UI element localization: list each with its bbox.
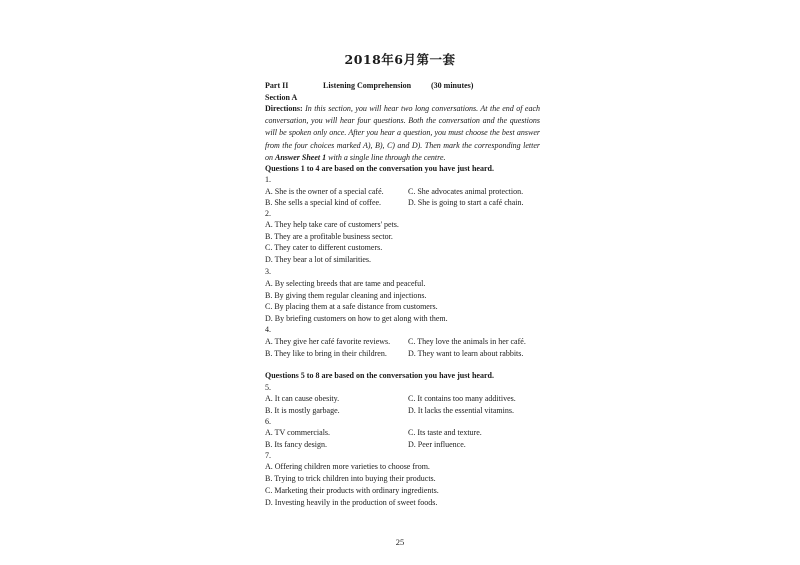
q1-option-a: A. She is the owner of a special café. (265, 187, 384, 196)
q3-option-a: A. By selecting breeds that are tame and peaceful. (265, 279, 426, 288)
q5-option-a: A. It can cause obesity. (265, 394, 340, 403)
q4-option-a: A. They give her café favorite reviews. (265, 337, 391, 346)
q4-option-d: D. They want to learn about rabbits. (408, 349, 524, 358)
q1-option-d: D. She is going to start a café chain. (408, 198, 524, 207)
q2-number: 2. (265, 209, 271, 218)
group1-heading: Questions 1 to 4 are based on the conversation you have just heard. (265, 164, 494, 173)
q7-option-d: D. Investing heavily in the production of sweet foods. (265, 498, 438, 507)
q4-option-b: B. They like to bring in their children. (265, 349, 387, 358)
q3-option-c: C. By placing them at a safe distance from customers. (265, 302, 438, 311)
answer-sheet-label: Answer Sheet 1 (275, 152, 327, 162)
page-title: 2018年6月第一套 (344, 52, 456, 67)
q7-option-c: C. Marketing their products with ordinary ingredients. (265, 486, 439, 495)
q7-number: 7. (265, 451, 271, 460)
q5-option-c: C. It contains too many additives. (408, 394, 516, 403)
part-time: (30 minutes) (431, 81, 474, 90)
q5-option-d: D. It lacks the essential vitamins. (408, 406, 514, 415)
group2-heading: Questions 5 to 8 are based on the conversation you have just heard. (265, 371, 494, 380)
directions-lead: Directions: (265, 104, 303, 113)
q6-option-a: A. TV commercials. (265, 428, 331, 437)
directions (265, 103, 540, 164)
q2-option-a: A. They help take care of customers' pets. (265, 220, 399, 229)
q5-number: 5. (265, 383, 271, 392)
directions-text-2: with a single line through the centre. (326, 152, 446, 162)
q6-number: 6. (265, 417, 271, 426)
q6-option-c: C. Its taste and texture. (408, 428, 482, 437)
q1-option-b: B. She sells a special kind of coffee. (265, 198, 382, 207)
q2-option-d: D. They bear a lot of similarities. (265, 255, 372, 264)
q3-number: 3. (265, 267, 271, 276)
q6-option-b: B. Its fancy design. (265, 440, 327, 449)
q1-option-c: C. She advocates animal protection. (408, 187, 524, 196)
q2-option-c: C. They cater to different customers. (265, 243, 383, 252)
section-label: Section A (265, 93, 298, 102)
page-number: 25 (395, 537, 405, 547)
q3-option-b: B. By giving them regular cleaning and injections. (265, 291, 427, 300)
q4-number: 4. (265, 325, 271, 334)
directions-text-1: In this section, you will hear two long conversations. At the end of each conversation, you will hear four questions. Both the conversation and the questions will be spoken only once. After you hear a question, you must choose the best answer from the four choices marked A), B), C) and D). Then mark the corresponding letter on (265, 104, 540, 162)
part-name: Listening Comprehension (323, 81, 412, 90)
q2-option-b: B. They are a profitable business sector. (265, 232, 393, 241)
part-label: Part II (265, 81, 289, 90)
q3-option-d: D. By briefing customers on how to get along with them. (265, 314, 448, 323)
q6-option-d: D. Peer influence. (408, 440, 466, 449)
q4-option-c: C. They love the animals in her café. (408, 337, 526, 346)
q1-number: 1. (265, 175, 271, 184)
q7-option-a: A. Offering children more varieties to choose from. (265, 462, 430, 471)
q7-option-b: B. Trying to trick children into buying their products. (265, 474, 436, 483)
q5-option-b: B. It is mostly garbage. (265, 406, 340, 415)
